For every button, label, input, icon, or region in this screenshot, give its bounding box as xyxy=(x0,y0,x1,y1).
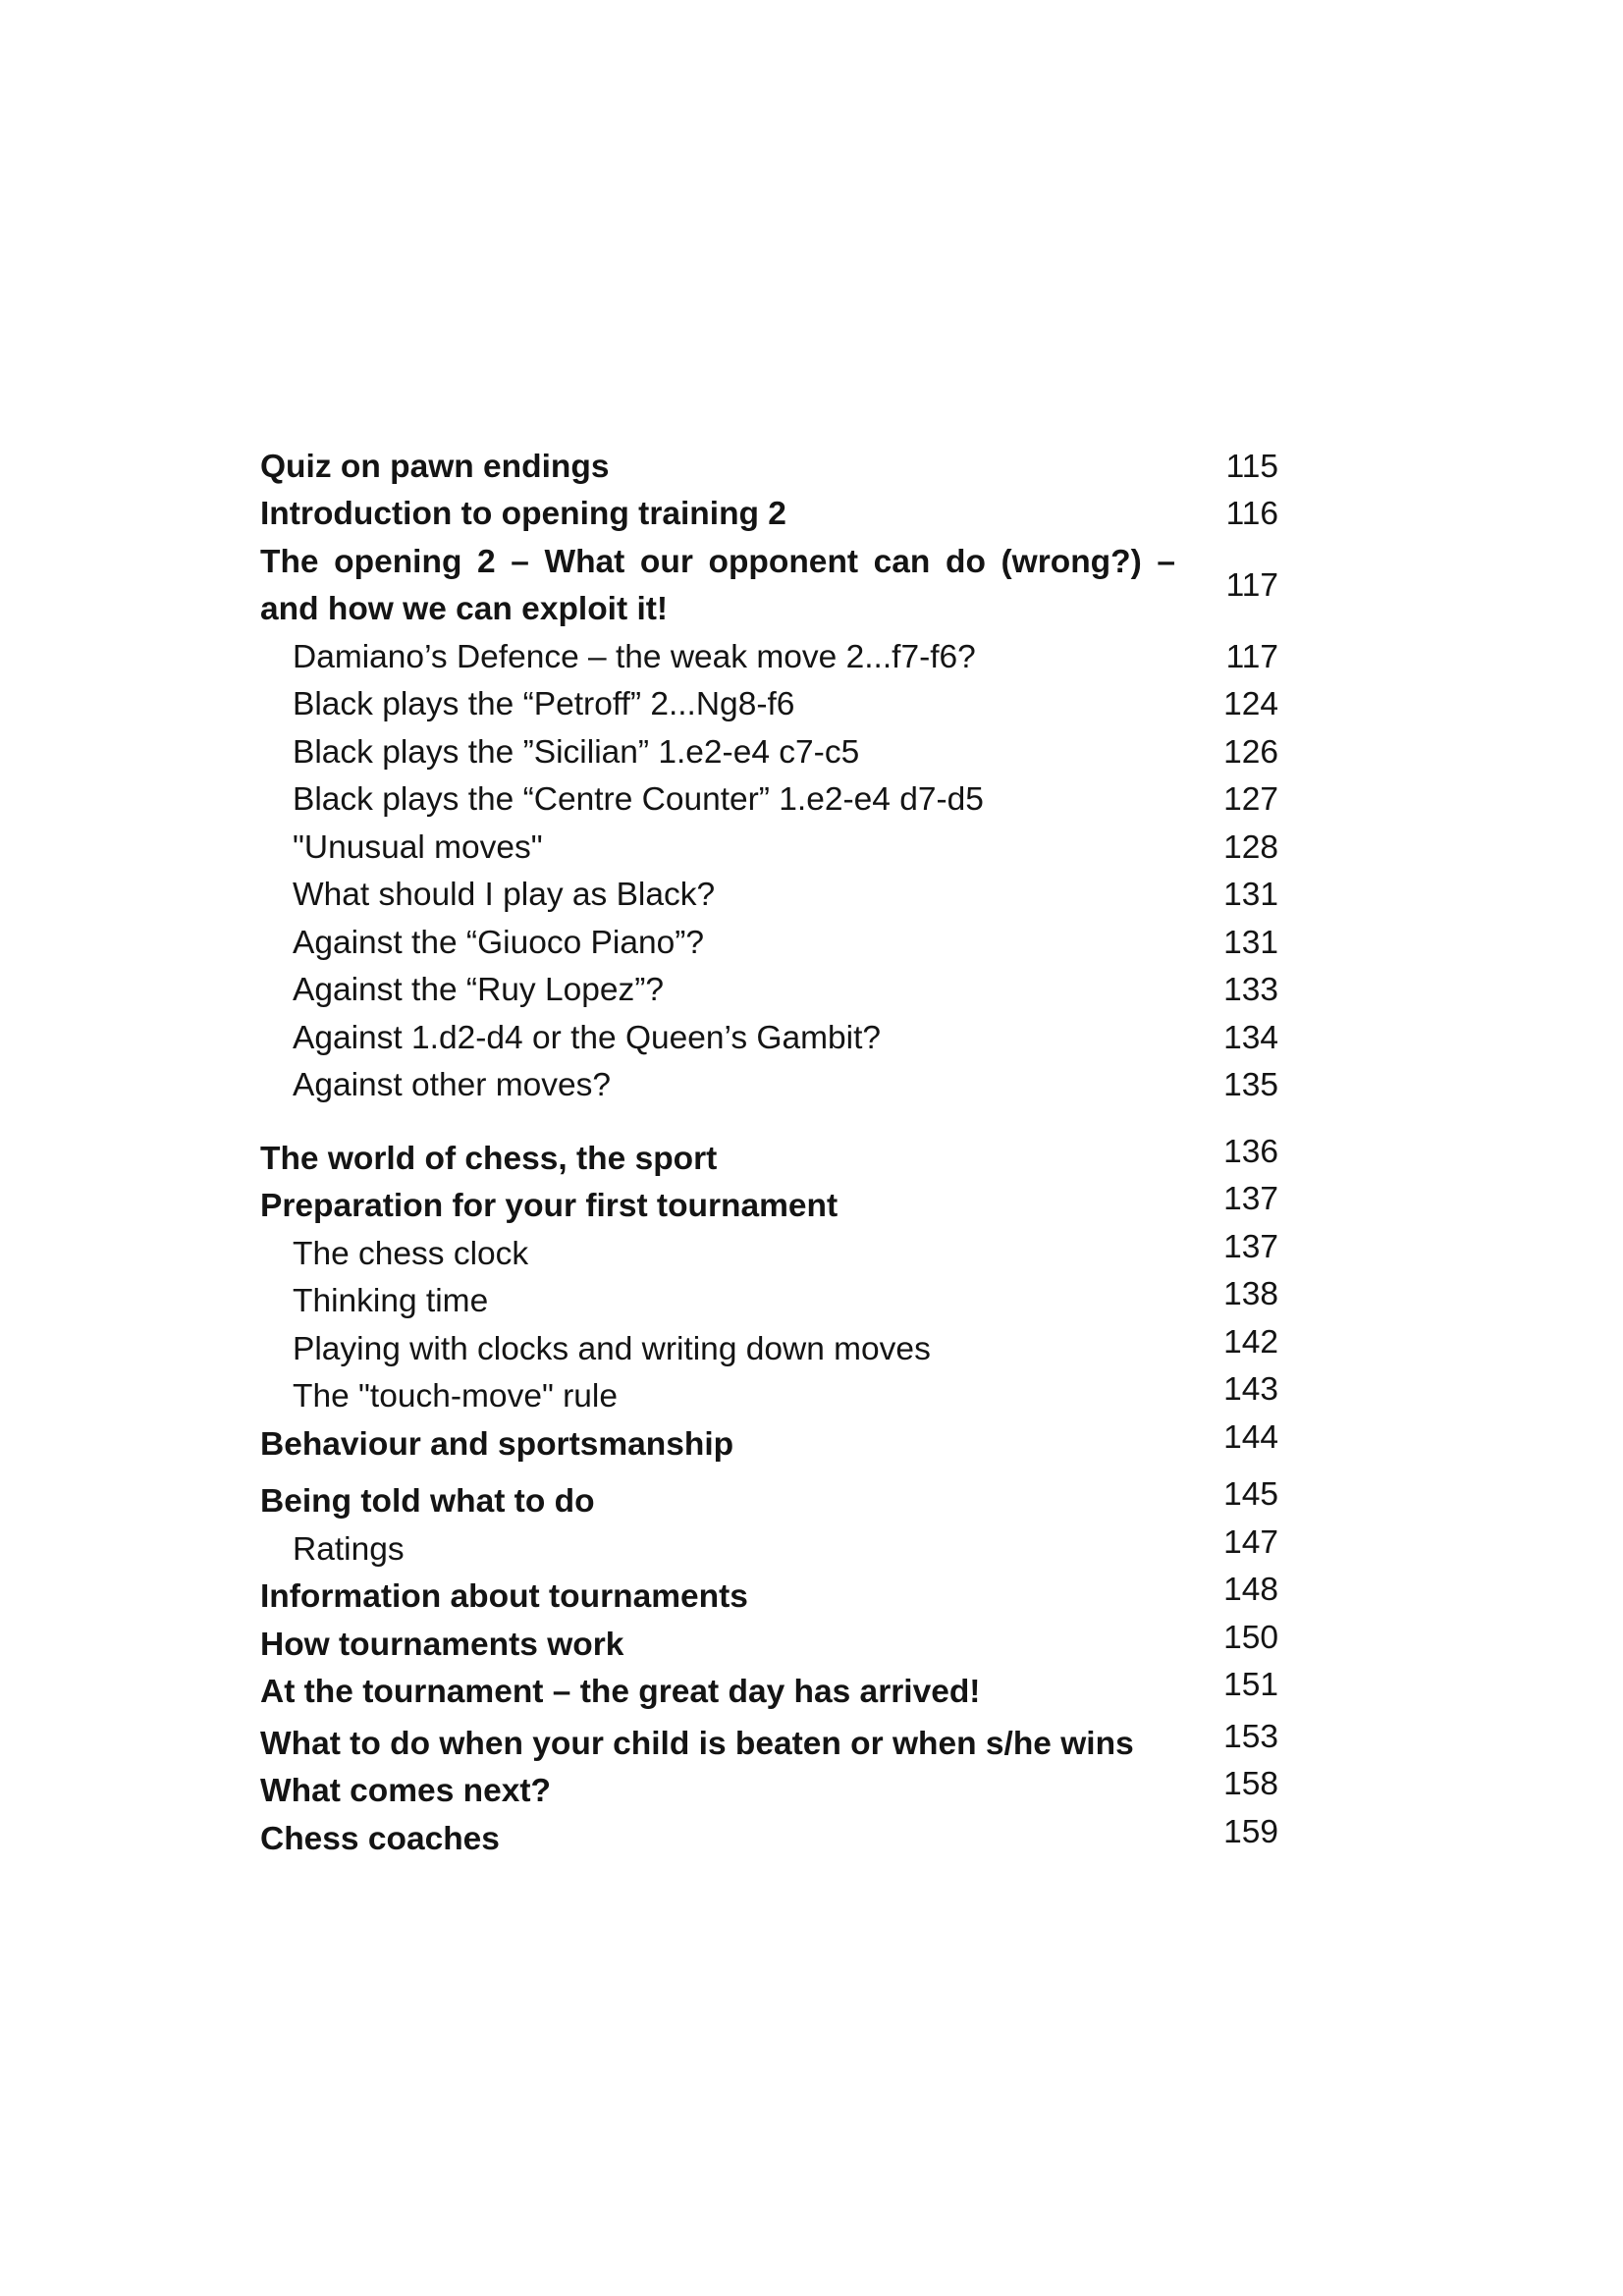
toc-entry-page-number: 137 xyxy=(1223,1181,1278,1217)
toc-entry-page-number: 159 xyxy=(1223,1813,1278,1850)
toc-entry-title: The opening 2 – What our opponent can do (wrong?) – and how we can exploit it! xyxy=(260,543,1175,627)
toc-entry-page-number: 142 xyxy=(1223,1323,1278,1361)
toc-entry-title: The "touch-move" rule xyxy=(293,1378,619,1415)
toc-entry-page-number: 135 xyxy=(1223,1067,1278,1103)
toc-entry-page-number: 131 xyxy=(1223,877,1278,913)
toc-entry-page-number: 124 xyxy=(1223,686,1278,722)
toc-entry-title: Against other moves? xyxy=(293,1067,612,1103)
toc-entry-title: Behaviour and sportsmanship xyxy=(260,1425,734,1463)
toc-entry-page-number: 117 xyxy=(1225,566,1278,604)
toc-entry-title: Black plays the “Centre Counter” 1.e2-e4 d7-d5 xyxy=(293,781,984,818)
toc-entry-title: Thinking time xyxy=(293,1283,489,1319)
toc-entry-page-number: 148 xyxy=(1223,1572,1278,1608)
toc-entry-title: Preparation for your first tournament xyxy=(260,1188,839,1224)
toc-entry-page-number: 127 xyxy=(1223,781,1278,818)
toc-entry-page-number: 150 xyxy=(1223,1619,1278,1656)
toc-entry-title: Chess coaches xyxy=(260,1820,500,1857)
toc-entry-page-number: 144 xyxy=(1223,1418,1278,1456)
toc-entry-title: Black plays the ”Sicilian” 1.e2-e4 c7-c5 xyxy=(293,733,860,771)
toc-entry-page-number: 133 xyxy=(1223,972,1278,1008)
toc-entry-page-number: 137 xyxy=(1223,1228,1278,1265)
toc-entry-page-number: 126 xyxy=(1223,733,1278,771)
toc-entry-page-number: 134 xyxy=(1223,1019,1278,1056)
toc-entry-title: What to do when your child is beaten or when s/he wins xyxy=(260,1725,1134,1762)
toc-entry-title: Playing with clocks and writing down moves xyxy=(293,1330,931,1367)
toc-entry-title: Quiz on pawn endings xyxy=(260,448,610,485)
toc-entry-title: Introduction to opening training 2 xyxy=(260,496,786,532)
toc-entry-title: How tournaments work xyxy=(260,1626,624,1663)
toc-entry-title: Information about tournaments xyxy=(260,1578,748,1615)
toc-entry-page-number: 143 xyxy=(1223,1371,1278,1408)
toc-entry-page-number: 145 xyxy=(1223,1476,1278,1513)
toc-entry-title: Ratings xyxy=(293,1530,405,1568)
toc-entry-title: Against the “Giuoco Piano”? xyxy=(293,924,704,961)
toc-entry-title: Damiano’s Defence – the weak move 2...f7-f6? xyxy=(293,638,976,675)
toc-entry-title: At the tournament – the great day has arrived! xyxy=(260,1674,981,1710)
toc-entry-page-number: 158 xyxy=(1223,1766,1278,1802)
toc-entry-page-number: 153 xyxy=(1223,1718,1278,1755)
toc-entry-title: The world of chess, the sport xyxy=(260,1140,718,1177)
toc-entry-title: The chess clock xyxy=(293,1235,529,1272)
toc-entry-page-number: 116 xyxy=(1225,496,1278,532)
toc-entry-title: What should I play as Black? xyxy=(293,877,716,913)
toc-entry-page-number: 128 xyxy=(1223,828,1278,866)
toc-entry-title: Against 1.d2-d4 or the Queen’s Gambit? xyxy=(293,1019,882,1056)
toc-entry-title: What comes next? xyxy=(260,1773,551,1809)
toc-entry-title: Against the “Ruy Lopez”? xyxy=(293,972,665,1008)
toc-entry-title: "Unusual moves" xyxy=(293,828,543,866)
toc-entry-page-number: 131 xyxy=(1223,924,1278,961)
toc-entry-page-number: 151 xyxy=(1223,1667,1278,1703)
toc-entry-title: Black plays the “Petroff” 2...Ng8-f6 xyxy=(293,686,795,722)
toc-entry-page-number: 115 xyxy=(1225,448,1278,485)
toc-entry-page-number: 147 xyxy=(1223,1523,1278,1561)
toc-entry-page-number: 117 xyxy=(1225,638,1278,675)
toc-entry-page-number: 136 xyxy=(1223,1133,1278,1170)
toc-entry-title: Being told what to do xyxy=(260,1483,595,1520)
toc-entry-page-number: 138 xyxy=(1223,1276,1278,1312)
